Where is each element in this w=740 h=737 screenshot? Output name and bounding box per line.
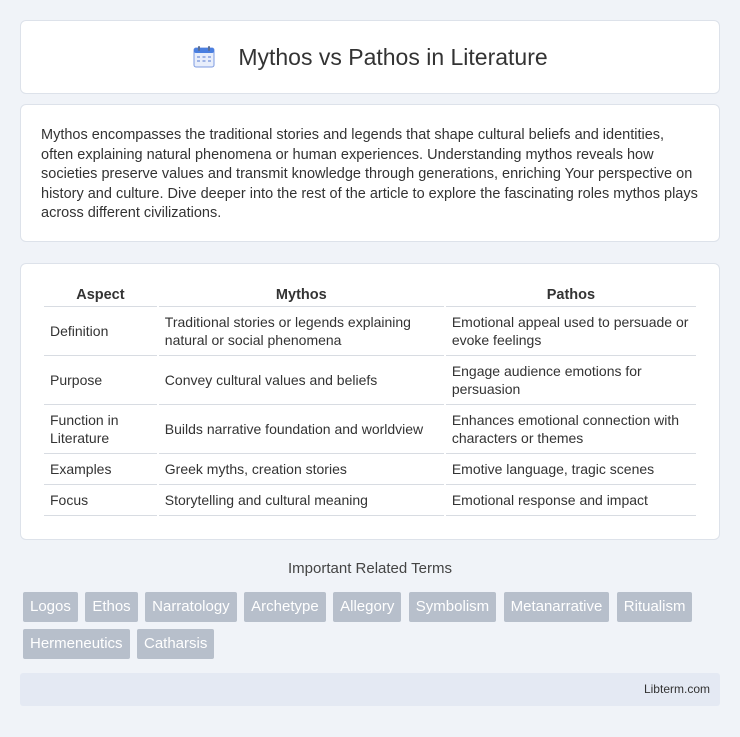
table-cell-aspect: Function in Literature [44,405,157,454]
table-cell-pathos: Emotional response and impact [446,485,696,516]
table-cell-mythos: Greek myths, creation stories [159,454,444,485]
table-header-row [44,284,696,307]
table-cell-mythos: Storytelling and cultural meaning [159,485,444,516]
table-cell-pathos: Emotive language, tragic scenes [446,454,696,485]
header-card [20,20,720,94]
related-terms-list [23,592,703,666]
table-row [44,485,696,516]
related-term-tag[interactable]: Metanarrative [504,592,610,622]
footer [20,673,720,706]
related-term-tag[interactable]: Archetype [244,592,326,622]
related-terms-title: Important Related Terms [288,560,452,577]
column-header-aspect: Aspect [44,284,157,307]
related-term-tag[interactable]: Ethos [85,592,137,622]
related-term-tag[interactable]: Allegory [333,592,401,622]
column-header-pathos: Pathos [446,284,696,307]
table-cell-mythos: Builds narrative foundation and worldview [159,405,444,454]
related-term-tag[interactable]: Ritualism [617,592,693,622]
table-row [44,356,696,405]
column-header-mythos: Mythos [159,284,444,307]
page-title: Mythos vs Pathos in Literature [238,43,548,70]
footer-site-link[interactable]: Libterm.com [643,682,710,696]
table-row [44,307,696,356]
related-term-tag[interactable]: Narratology [145,592,237,622]
intro-text: Mythos encompasses the traditional stories and legends that shape cultural beliefs and identities, often explaining natural phenomena or human experiences. Understanding mythos reveals how societies preserve values and transmit knowledge through generations, enriching Your perspective on history and culture. Dive deeper into the rest of the article to explore the fascinating roles mythos plays across different civilizations. [41,127,698,221]
table-cell-pathos: Engage audience emotions for persuasion [446,356,696,405]
table-cell-mythos: Convey cultural values and beliefs [159,356,444,405]
calendar-icon [192,45,216,69]
comparison-table [42,284,698,516]
related-term-tag[interactable]: Hermeneutics [23,629,130,659]
table-cell-pathos: Emotional appeal used to persuade or evoke feelings [446,307,696,356]
related-term-tag[interactable]: Logos [23,592,78,622]
table-row [44,405,696,454]
comparison-table-card [20,263,720,540]
related-term-tag[interactable]: Catharsis [137,629,214,659]
table-row [44,454,696,485]
table-cell-mythos: Traditional stories or legends explaining natural or social phenomena [159,307,444,356]
related-term-tag[interactable]: Symbolism [409,592,496,622]
table-cell-aspect: Definition [44,307,157,356]
intro-card [20,104,720,242]
table-cell-aspect: Examples [44,454,157,485]
table-cell-pathos: Enhances emotional connection with characters or themes [446,405,696,454]
table-cell-aspect: Focus [44,485,157,516]
table-cell-aspect: Purpose [44,356,157,405]
